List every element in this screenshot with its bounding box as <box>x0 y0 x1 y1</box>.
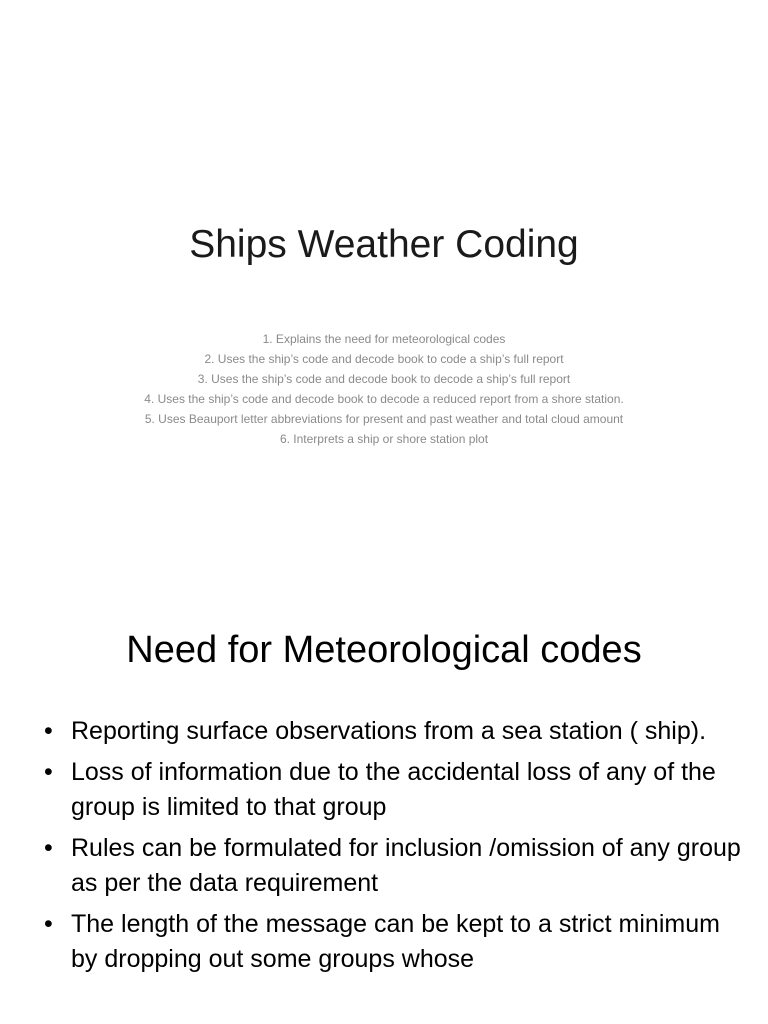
bullet-item <box>44 714 744 749</box>
bullet-item <box>44 755 744 825</box>
slide-1-title: Ships Weather Coding <box>189 223 579 266</box>
bullet-dot-icon: • <box>44 717 53 745</box>
objective-item: 5. Uses Beauport letter abbreviations for present and past weather and total cloud amount <box>144 412 624 426</box>
slide-2-title: Need for Meteorological codes <box>126 629 642 671</box>
bullet-text: Rules can be formulated for inclusion /omission of any group as per the data requirement <box>71 834 741 897</box>
objective-item: 2. Uses the ship’s code and decode book to code a ship’s full report <box>204 352 564 366</box>
bullet-text: Loss of information due to the accidental loss of any of the group is limited to that group <box>71 758 716 821</box>
bullet-text: Reporting surface observations from a sea station ( ship). <box>71 717 707 745</box>
objectives-list <box>110 330 658 450</box>
bullet-item <box>44 907 744 977</box>
objective-item: 1. Explains the need for meteorological codes <box>262 332 506 346</box>
bullet-item <box>44 831 744 901</box>
objective-item: 4. Uses the ship’s code and decode book to decode a reduced report from a shore station. <box>144 392 624 406</box>
objective-item: 6. Interprets a ship or shore station plot <box>279 432 489 446</box>
bullet-text: The length of the message can be kept to a strict minimum by dropping out some groups whose <box>71 910 720 973</box>
bullet-list <box>44 714 744 983</box>
bullet-dot-icon: • <box>44 910 53 938</box>
objective-item: 3. Uses the ship’s code and decode book to decode a ship’s full report <box>197 372 571 386</box>
slide-2 <box>0 576 768 1024</box>
bullet-dot-icon: • <box>44 758 53 786</box>
bullet-dot-icon: • <box>44 834 53 862</box>
